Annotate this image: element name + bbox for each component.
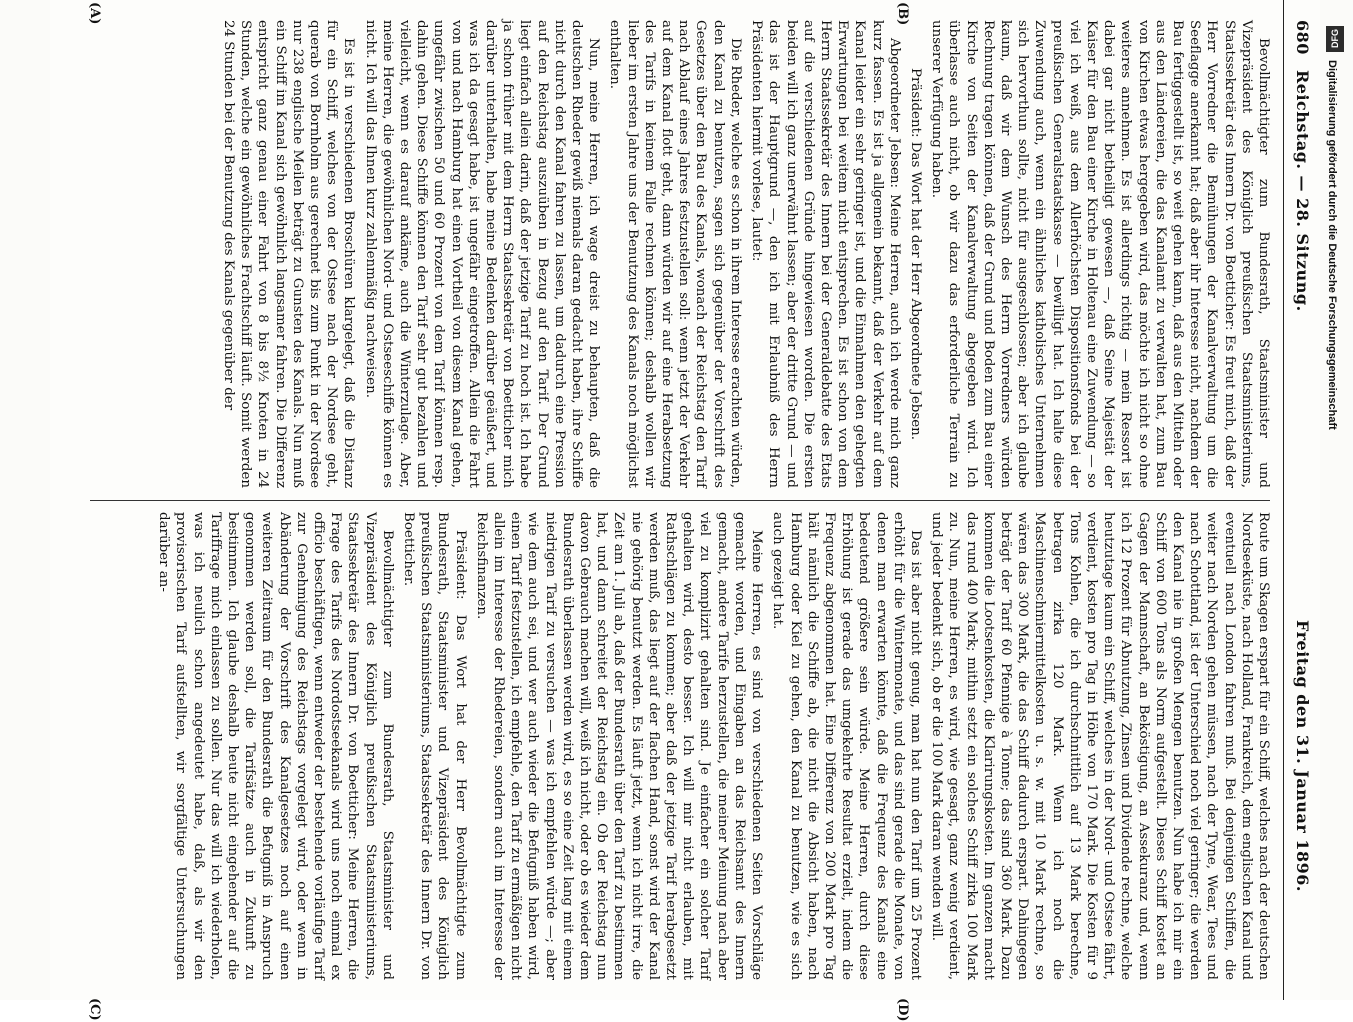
protocol-page [50,0,1320,1022]
right-column [82,512,1272,980]
margin-mark-c: (C) [87,998,102,1021]
header-rule [1283,0,1284,1000]
paragraph: Es ist in verschiedenen Broschüren klargelegt, daß die Distanz für ein Schiff, welches von der Ostsee nach der Nordsee geht, querab von Bornholm aus gerechnet bis zum Punkt in der Nordsee nur 238 englische Meilen beträgt zu Gunsten des Kanals. Nun muß ein Schiff im Kanal sich gewöhnlich langsamer fahren. Die Differenz entspricht ganz genau einer Fahrt von 8 bis 8½ Knoten in 24 Stunden, welche ein gewöhnliches Frachtschiff läuft. Somit werden 24 Stunden bei der Benutzung des Kanals gegenüber der [221,20,357,488]
paragraph: Abgeordneter Jebsen: Meine Herren, auch ich werde mich ganz kurz fassen. Es ist ja allgemein bekannt, daß der Verkehr auf dem Kanal leider ein sehr geringer ist, und die Einnahmen den gehegten Erwartungen bei weitem nicht entsprechen. Es ist schon von dem Herrn Staatssekretär des Innern bei der Generaldebatte des Etats auf die verschiedenen Gründe hingewiesen worden. Die ersten beiden will ich ganz unerwähnt lassen; aber der dritte Grund — und das ist der Hauptgrund —, den ich mit Erlaubniß des Herrn Präsidenten hiermit vorlese, lautet: [749,20,902,488]
margin-mark-b: (B) [895,2,910,26]
paragraph: Präsident: Das Wort hat der Herr Abgeordnete Jebsen. [907,67,923,441]
digitization-credit [1322,20,1348,980]
page-header [1280,0,1320,1000]
paragraph: Bevollmächtigter zum Bundesrath, Staatsminister und Vizepräsident des Königlich preußischen Staatsministeriums, Staatssekretär des Innern Dr. von Boetticher: Meine Herren, die Frage des Tarifs des Nordostseekanals wird uns noch einmal ex officio beschäftigen, wenn entweder der bestehende vorläufige Tarif zur Genehmigung des Reichstags vorgelegt wird, oder wenn in Abänderung der Vorschrift des Kanalgesetzes noch auf einen weiteren Zeitraum für den Bundesrath die Befugniß in Anspruch genommen werden soll, die Tarifsätze auch in Zukunft zu bestimmen. Ich glaube deshalb heute nicht eingehender auf die Tariffrage mich einlassen zu sollen. Nur das will ich wiederholen, was ich neulich schon angedeutet habe, daß, als wir den provisorischen Tarif aufstellten, wir sorgfältige Untersuchungen darüber an- [156,512,395,980]
page-number: 680 [1293,20,1312,55]
margin-mark-a: (A) [87,2,102,25]
left-column [82,20,1272,488]
paragraph: Das ist aber nicht genug, man hat nun den Tarif um 25 Prozent erhöht für die Wintermonate, und das sind gerade die Monate, von denen man erwarten könnte, daß die Frequenz des Kanals eine bedeutend größere sein würde. Meine Herren, durch diese Erhöhung ist gerade das umgekehrte Resultat erzielt, indem die Frequenz abgenommen hat. Eine Differenz von 200 Mark pro Tag hält nämlich die Schiffe ab, die nicht die Absicht haben, nach Hamburg oder Kiel zu gehen, den Kanal zu benutzen, wie es sich auch gezeigt hat. [770,512,923,980]
paragraph: Nun, meine Herren, ich wage dreist zu behaupten, daß die deutschen Rheder gewiß niemals daran gedacht haben, ihre Schiffe nicht durch den Kanal fahren zu lassen, um dadurch eine Pression auf den Reichstag auszuüben in Bezug auf den Tarif. Der Grund liegt einfach allein darin, daß der jetzige Tarif zu hoch ist. Ich habe ja schon früher mit dem Herrn Staatssekretär von Boetticher mich darüber unterhalten, habe meine Bedenken darüber geäußert, und was ich da gesagt habe, ist ungefähr eingetroffen. Allein die Fahrt von und nach Hamburg hat einen Vortheil von diesem Kanal gehen, ungefähr zwischen 50 und 60 Prozent von dem Tarif können resp. dahin gehen. Diese Schiffe können den Tarif sehr gut bezahlen und vielleicht, wenn es darauf ankäme, auch die Winterzulage. Aber, meine Herren, die gewöhnlichen Nord- und Ostseeschiffe können es nicht. Ich will das Ihnen kurz zahlenmäßig nachweisen. [362,20,602,488]
paragraph: Präsident: Das Wort hat der Herr Bevollmächtigte zum Bundesrath, Staatsminister und Vizepräsident des Königlich preußischen Staatsministeriums, Staatssekretär des Innern Dr. von Boetticher. [401,512,468,980]
session-title: Reichstag. — 28. Sitzung. [1293,70,1312,312]
session-date: Freitag den 31. Januar 1896. [1293,620,1312,892]
column-divider [90,500,1270,501]
margin-mark-d: (D) [895,998,910,1022]
paragraph: Route um Skagen erspart für ein Schiff, welches nach der deutschen Nordseeküste, nach Holland, Frankreich, dem englischen Kanal und eventuell nach London fahren muß. Bei denjenigen Schiffen, die weiter nach Norden gehen müssen, nach der Tyne, Wear, Tees und nach Schottland, ist der Unterschied noch viel geringer; die werden den Kanal nie in großen Mengen benutzen. Nun habe ich mir ein Schiff von 600 Tons als Norm aufgestellt. Dieses Schiff kostet an Gagen der Mannschaft, an Beköstigung, an Assekuranz und, wenn ich 12 Prozent für Abnutzung, Zinsen und Dividende rechne, welche heutzutage kaum ein Schiff, welches in der Nord- und Ostsee fährt, verdient, kosten pro Tag in Höhe von 170 Mark. Die Kosten für 9 Tons Kohlen, die ich durchschnittlich auf 13 Mark berechne, betragen zirka 120 Mark. Wenn ich noch die Maschinenschmiermittelkosten u. s. w. mit 10 Mark rechne, so wären das 300 Mark, die das Schiff dadurch erspart. Dahingegen beträgt der Tarif 60 Pfennige à Tonne; das sind 360 Mark. Dazu kommen die Lootsenkosten, die Klarirungskosten. Im ganzen macht das rund 400 Mark; mithin setzt ein solches Schiff zirka 100 Mark zu. Nun, meine Herren, es wird, wie gesagt, ganz wenig verdient, und jeder bedenkt sich, ob er die 100 Mark daran wenden will. [929,512,1271,980]
paragraph: Meine Herren, es sind von verschiedenen Seiten Vorschläge gemacht worden, und Eingaben an das Reichsamt des Innern gemacht, andere Tarife herzustellen, die meiner Meinung nach aber viel zu komplizirt gehalten sind. Je einfacher ein solcher Tarif gehalten wird, desto besser. Ich will mir nicht erlauben, mit Rathschlägen zu kommen; aber daß der jetzige Tarif herabgesetzt werden muß, das liegt auf der flachen Hand, sonst wird der Kanal nie gehörig benutzt werden. Es läuft jetzt, wenn ich nicht irre, die Zeit am 1. Juli ab, daß der Bundesrath über den Tarif zu bestimmen hat, und dann schreitet der Reichstag ein. Ob der Reichstag nun davon Gebrauch machen will, weiß ich nicht, oder ob es wieder dem Bundesrath überlassen werden wird, es so eine Zeit lang mit einem niedrigen Tarif zu versuchen — was ich empfehlen würde —; aber wie dem auch sei, und wer auch wieder die Befugniß haben wird, einen Tarif festzustellen, ich empfehle, den Tarif zu ermäßigen nicht allein im Interesse der Rhedereien, sondern auch im Interesse der Reichsfinanzen. [473,512,765,980]
dfg-logo: DFG [1326,26,1344,52]
credit-text: Digitalisierung gefördert durch die Deutsche Forschungsgemeinschaft [1326,60,1338,430]
paragraph: Bevollmächtigter zum Bundesrath, Staatsminister und Vizepräsident des Königlich preußischen Staatsministeriums, Staatssekretär des Innern Dr. von Boetticher: Es freut mich, daß der Herr Vorredner die Bemühungen der Kanalverwaltung um die Seeflagge anerkannt hat; daß aber ihr Interesse nicht, nachdem der Bau fertiggestellt ist, so weit gehen kann, daß aus den Mitteln oder aus den Ländereien, die das Kanalamt zu verwalten hat, zum Bau von Kirchen etwas hergegeben wird, das möchte ich nicht so ohne weiteres annehmen. Es ist allerdings richtig — mein Ressort ist dabei gar nicht betheiligt gewesen —, daß Seine Majestät der Kaiser für den Bau einer Kirche in Holtenau eine Zuwendung — so viel ich weiß, aus dem Allerhöchsten Dispositionsfonds bei der preußischen Generalstaatskasse — bewilligt hat. Ich halte diese Zuwendung auch, wenn ein ähnliches katholisches Unternehmen sich hervorthun sollte, nicht für ausgeschlossen; aber ich glaube kaum, daß wir dem Wunsch des Herrn Vorredners würden Rechnung tragen können, daß der Grund und Boden zum Bau einer Kirche von Seiten der Kanalverwaltung abgegeben wird. Ich überlasse auch nicht, ob wir dazu das erforderliche Terrain zu unserer Verfügung haben. [929,20,1271,488]
paragraph: Die Rheder, welche es schon in ihrem Interesse erachten würden, den Kanal zu benutzen, sagen sich gegenüber der Vorschrift des Gesetzes über den Bau des Kanals, wonach der Reichstag den Tarif nach Ablauf eines Jahres festzustellen soll: wenn jetzt der Verkehr auf dem Kanal flott geht, dann würden wir auf eine Herabsetzung des Tarifs in keinem Falle rechnen können; deshalb wollen wir lieber im ersten Jahre uns der Benutzung des Kanals noch möglichst enthalten. [607,20,743,488]
